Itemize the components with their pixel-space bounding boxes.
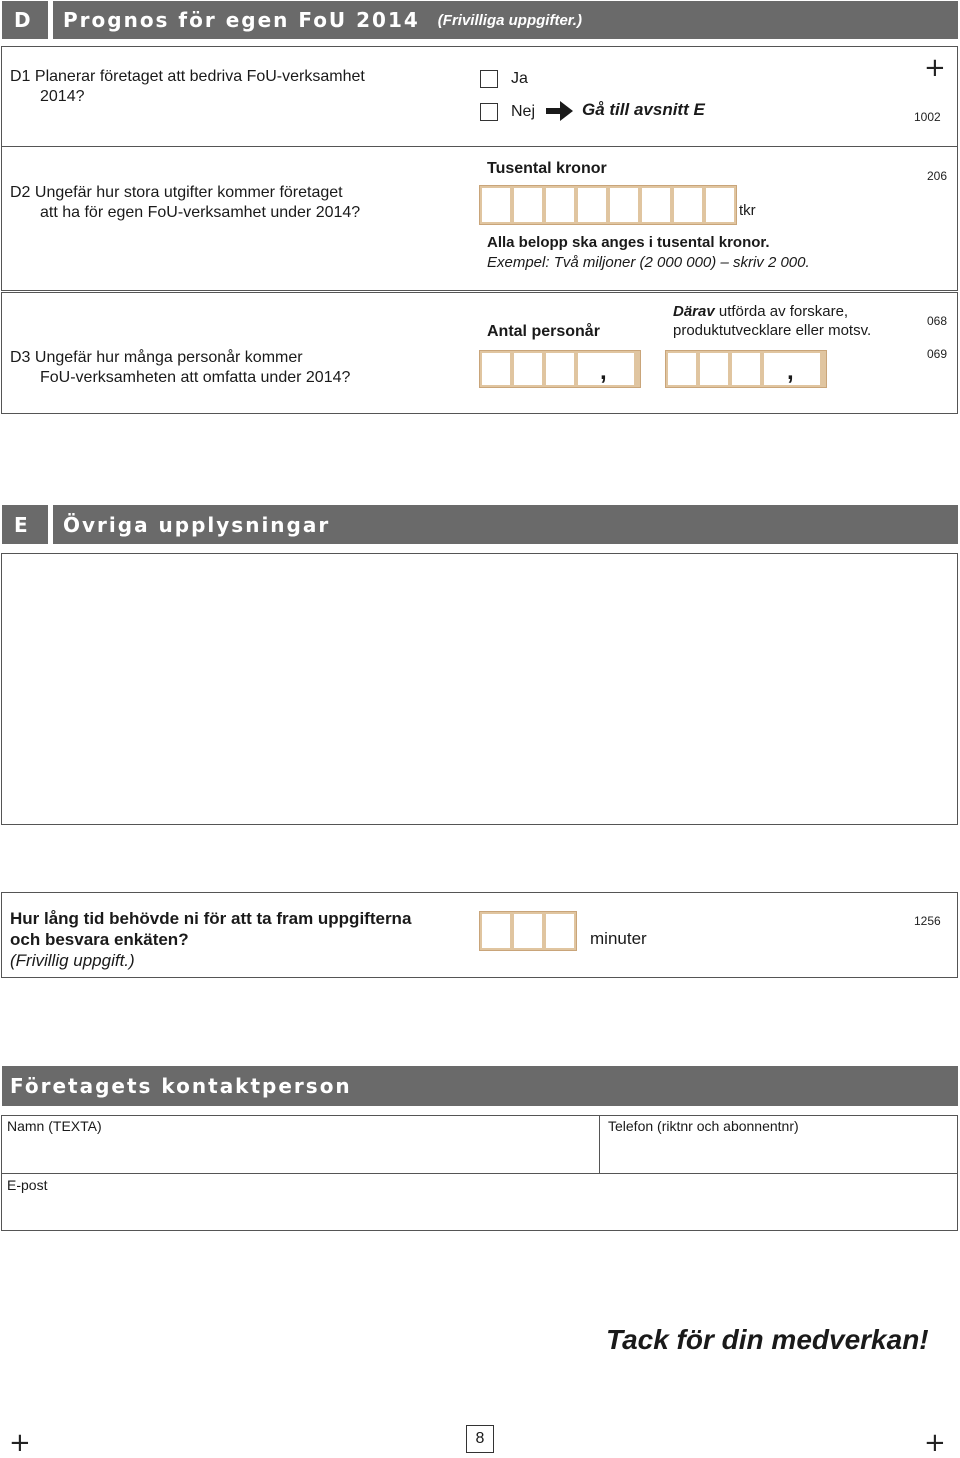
section-d-note: (Frivilliga uppgifter.) <box>437 11 582 29</box>
d3-label-total: Antal personår <box>487 323 600 340</box>
thanks-text: Tack för din medverkan! <box>606 1324 929 1355</box>
d2-amount-input[interactable] <box>479 185 737 225</box>
section-e-letter <box>2 505 48 544</box>
crosshair-icon-bottom-right: + <box>924 1428 946 1458</box>
d2-note-bold: Alla belopp ska anges i tusental kronor. <box>487 234 770 251</box>
d3-question <box>10 348 450 388</box>
d3-label-sub-line2: produktutvecklare eller motsv. <box>673 322 872 339</box>
d3-researchers-input[interactable] <box>665 350 827 388</box>
crosshair-icon-bottom-left: + <box>9 1428 31 1458</box>
d2-field-label: Tusental kronor <box>487 160 607 177</box>
contact-email-label: E-post <box>7 1177 48 1193</box>
other-info-textarea[interactable] <box>1 553 958 825</box>
d3-code-2: 069 <box>927 347 948 361</box>
time-unit: minuter <box>590 929 647 948</box>
time-line1: Hur lång tid behövde ni för att ta fram uppgifterna <box>10 909 412 928</box>
d3-label-sub-rest: utförda av forskare, <box>714 303 849 320</box>
contact-phone-label: Telefon (riktnr och abonnentnr) <box>608 1118 799 1134</box>
d2-question <box>10 183 450 223</box>
time-minutes-input[interactable] <box>479 911 577 951</box>
contact-email-field[interactable] <box>1 1173 958 1231</box>
d1-skip-instruction: Gå till avsnitt E <box>582 100 705 119</box>
d2-note-example: Exempel: Två miljoner (2 000 000) – skriv 2 000. <box>487 254 810 271</box>
time-line2: och besvara enkäten? <box>10 930 189 949</box>
page-number-box <box>466 1425 494 1453</box>
page-number: 8 <box>475 1430 485 1447</box>
section-e-header <box>53 505 958 544</box>
d3-label-sub-em: Därav <box>673 303 715 320</box>
d3-code-1: 068 <box>927 314 948 328</box>
d3-label-sub <box>673 302 871 340</box>
d2-unit: tkr <box>739 202 756 219</box>
contact-header <box>2 1066 958 1106</box>
time-question <box>10 908 411 971</box>
d1-code: 1002 <box>914 110 941 124</box>
section-e-letter-text: E <box>14 512 28 537</box>
d3-total-comma: , <box>600 358 607 385</box>
d3-researchers-comma: , <box>787 358 794 385</box>
section-d-title: Prognos för egen FoU 2014 <box>63 8 420 32</box>
d1-question-line2: 2014? <box>40 88 85 105</box>
d1-question <box>10 67 450 107</box>
time-code: 1256 <box>914 914 941 928</box>
d3-question-line1: D3 Ungefär hur många personår kommer <box>10 349 303 366</box>
d2-code: 206 <box>927 169 948 183</box>
contact-name-label: Namn (TEXTA) <box>7 1118 102 1134</box>
section-d-letter <box>2 1 48 39</box>
section-e-title: Övriga upplysningar <box>63 512 331 537</box>
crosshair-icon: + <box>924 53 946 83</box>
time-line3: (Frivillig uppgift.) <box>10 951 135 970</box>
d1-yes-label: Ja <box>511 70 528 87</box>
section-d-letter-text: D <box>14 8 31 32</box>
d3-total-input[interactable] <box>479 350 641 388</box>
contact-title: Företagets kontaktperson <box>10 1074 352 1098</box>
d1-yes-checkbox[interactable] <box>480 70 498 88</box>
d1-no-label: Nej <box>511 103 536 120</box>
arrow-right-icon <box>546 99 574 123</box>
d1-question-line1: D1 Planerar företaget att bedriva FoU-verksamhet <box>10 68 365 85</box>
d3-question-line2: FoU-verksamheten att omfatta under 2014? <box>40 369 351 386</box>
d2-question-line1: D2 Ungefär hur stora utgifter kommer företaget <box>10 184 343 201</box>
section-d-header <box>53 1 958 39</box>
d2-question-line2: att ha för egen FoU-verksamhet under 2014? <box>40 204 361 221</box>
d1-no-checkbox[interactable] <box>480 103 498 121</box>
